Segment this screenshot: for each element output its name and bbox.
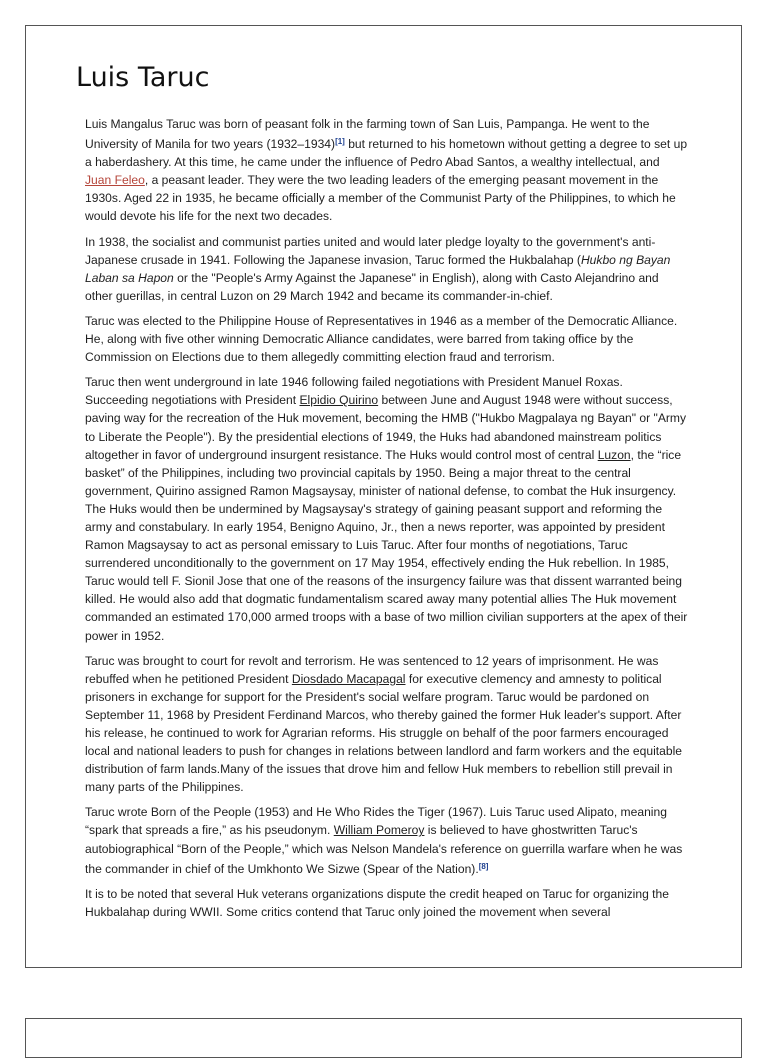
page-title: Luis Taruc — [76, 62, 210, 93]
paragraph-election: Taruc was elected to the Philippine House of Representatives in 1946 as a member of the Democratic Alliance. He, along with five other winning Democratic Alliance candidates, were barred from taking office by the Commission on Elections due to them allegedly committing election fraud and terrorism. — [85, 313, 678, 365]
paragraph-dispute: It is to be noted that several Huk veterans organizations dispute the credit heaped on Taruc for organizing the Hukbalahap during WWII. Some critics contend that Taruc only joined the movement when several — [85, 886, 669, 919]
citation-1[interactable]: [1] — [335, 137, 345, 147]
paragraph-writings: Taruc wrote Born of the People (1953) and He Who Rides the Tiger (1967). Luis Taruc used Alipato, meaning “spark that spreads a fire,” as his pseudonym. William Pomeroy is believed to have ghostwritten Taruc's autobiographical “Born of the People,” which was Nelson Mandela's reference on guerrilla warfare when he was the commander in chief of the Umkhonto We Sizwe (Spear of the Nation).[8] — [85, 805, 683, 876]
citation-8[interactable]: [8] — [478, 861, 489, 871]
link-william-pomeroy[interactable]: William Pomeroy — [333, 823, 425, 838]
link-luzon[interactable]: Luzon — [597, 447, 631, 462]
document-page — [25, 25, 742, 968]
paragraph-early-life: Luis Mangalus Taruc was born of peasant folk in the farming town of San Luis, Pampanga. He went to the University of Manila for two years (1932–1934)[1] but returned to his hometown without getting a degree to set up a haberdashery. At this time, he came under the influence of Pedro Abad Santos, a wealthy intellectual, and Juan Feleo, a peasant leader. They were the two leading leaders of the emerging peasant movement in the 1930s. Aged 22 in 1935, he became officially a member of the Communist Party of the Philippines, to which he would devote his life for the next two decades. — [85, 117, 688, 224]
next-page — [25, 1018, 742, 1058]
link-diosdado-macapagal[interactable]: Diosdado Macapagal — [291, 671, 406, 686]
link-juan-feleo[interactable]: Juan Feleo — [85, 173, 145, 188]
paragraph-hukbalahap: In 1938, the socialist and communist parties united and would later pledge loyalty to the government's anti-Japanese crusade in 1941. Following the Japanese invasion, Taruc formed the Hukbalahap (Hukbo ng Bayan Laban sa Hapon or the "People's Army Against the Japanese" in English), along with Casto Alejandrino and other guerillas, in central Luzon on 29 March 1942 and became its commander-in-chief. — [85, 234, 671, 303]
article-body — [85, 115, 689, 928]
link-elpidio-quirino[interactable]: Elpidio Quirino — [299, 393, 379, 408]
paragraph-trial: Taruc was brought to court for revolt and terrorism. He was sentenced to 12 years of imprisonment. He was rebuffed when he petitioned President Diosdado Macapagal for executive clemency and amnesty to political prisoners in exchange for support for the President's social welfare program. Taruc would be pardoned on September 11, 1968 by President Ferdinand Marcos, who thereby gained the former Huk leader's support. After his release, he continued to work for Agrarian reforms. His struggle on behalf of the poor farmers encouraged local and national leaders to push for changes in relations between landlord and farm workers and the equitable distribution of farm lands.Many of the issues that drove him and fellow Huk members to rebellion still prevail in many parts of the Philippines. — [85, 653, 683, 795]
paragraph-underground: Taruc then went underground in late 1946 following failed negotiations with President Manuel Roxas. Succeeding negotiations with President Elpidio Quirino between June and August 1948 were without success, paving way for the recreation of the Huk movement, becoming the HMB ("Hukbo Magpalaya ng Bayan" or "Army to Liberate the People"). By the presidential elections of 1949, the Huks had abandoned mainstream politics altogether in favor of underground insurgent resistance. The Huks would control most of central Luzon, the “rice basket” of the Philippines, including two provincial capitals by 1950. Being a major threat to the central government, Quirino assigned Ramon Magsaysay, minister of national defense, to combat the Huk insurgency. The Huks would then be undermined by Magsaysay's strategy of gaining peasant support and reforming the army and constabulary. In early 1954, Benigno Aquino, Jr., then a news reporter, was appointed by president Ramon Magsaysay to act as personal emissary to Luis Taruc. After four months of negotiations, Taruc surrendered unconditionally to the government on 17 May 1954, effectively ending the Huk rebellion. In 1985, Taruc would tell F. Sionil Jose that one of the reasons of the insurgency failure was that dissent warranted being killed. He would also add that dogmatic fundamentalism scared away many potential allies The Huk movement commanded an estimated 170,000 armed troops with a base of two million civilian supporters at the apex of their power in 1952. — [85, 375, 688, 643]
